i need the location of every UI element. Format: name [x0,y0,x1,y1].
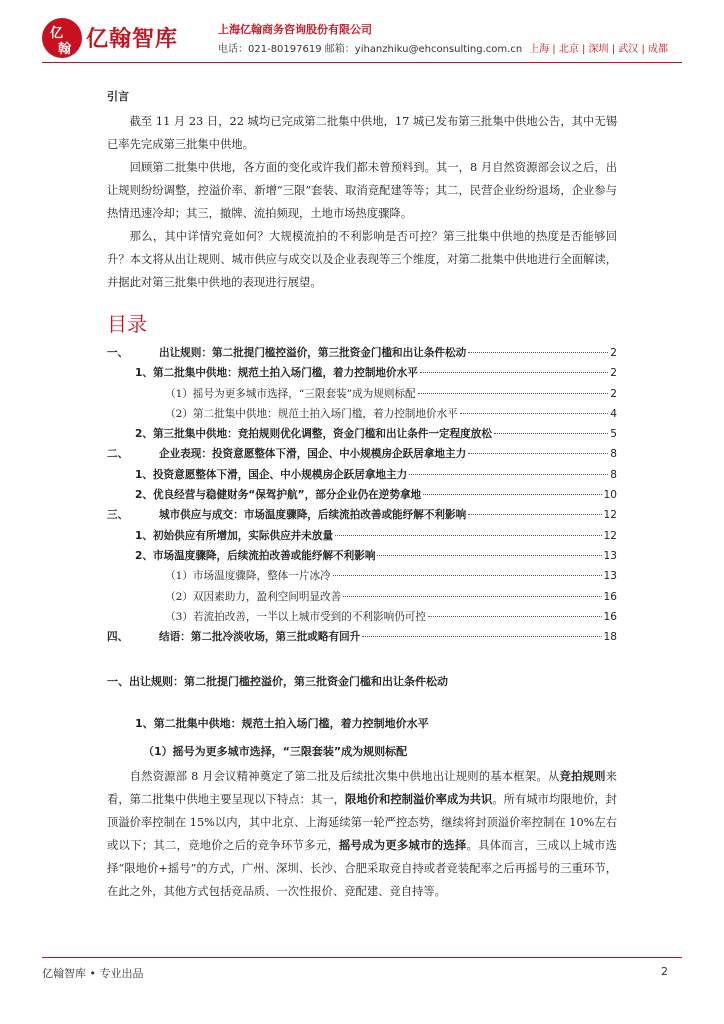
intro-paragraph-3: 那么，其中详情究竟如何？大规模流拍的不利影响是否可控？第三批集中供地的热度是否能够回升？本文将从出让规则、城市供应与成交以及企业表现等三个维度，对第二批集中供地进行全面解读，并据此对第三批集中供地的表现进行展望。 [107,230,617,289]
toc-entry-number: 一、 [107,347,129,359]
toc-entry[interactable] [107,467,617,487]
toc-entry-text: 1、第二批集中供地：规范土拍入场门槛，着力控制地价水平 [135,367,418,380]
toc-entry-page: 2 [610,347,617,359]
toc-entry-page: 10 [603,489,617,502]
footer-divider [42,957,682,958]
toc-entry[interactable] [107,345,617,365]
toc-leader-dots [468,352,608,353]
toc-entry-page: 5 [610,428,617,441]
toc-entry-text: 出让规则：第二批提门槛控溢价，第三批资金门槛和出让条件松动 [159,347,467,359]
toc-leader-dots [423,494,601,495]
toc-entry-page: 2 [610,367,617,380]
toc-entry-page: 18 [603,631,617,644]
text-run: 。所有城市均限地价，封顶溢价率控制在 15%以内，其中北京、上海延续第一轮严控态势，继续将封顶溢价率控制在 10%左右或以下；其二，竞地价之后的竞争环节多元， [107,793,617,853]
toc-entry-text: 1、初始供应有所增加，实际供应并未放量 [135,529,334,542]
toc-entry[interactable] [107,548,617,568]
toc-entry-text: 城市供应与成交：市场温度骤降，后续流拍改善或能纾解不利影响 [159,509,467,522]
toc-entry[interactable] [107,446,617,466]
toc-entry-text: 2、优良经营与稳健财务“保驾护航”，部分企业仍在逆势拿地 [135,489,422,502]
toc-entry[interactable] [107,589,617,609]
toc-entry-page: 8 [610,448,617,461]
toc-entry-text: 结语：第二批冷淡收场，第三批或略有回升 [159,631,361,644]
logo-mark-char-1: 亿 [50,26,64,41]
toc-entry-number: 四、 [107,631,129,644]
toc-leader-dots [468,453,608,454]
logo-mark [42,18,82,58]
toc-entry-page: 13 [603,549,617,562]
bold-run: 摇号成为更多城市的选择 [338,839,467,853]
logo-text: 亿翰智库 [86,27,179,52]
toc-entry[interactable] [107,629,617,649]
toc-leader-dots [468,514,601,515]
toc-leader-dots [418,393,609,394]
toc-entry-page: 2 [610,387,617,400]
text-run: 自然资源部 8 月会议精神奠定了第二批及后续批次集中供地出让规则的基本框架。从 [129,770,560,784]
intro-label: 引言 [107,90,129,103]
toc-entry-page: 13 [603,570,617,583]
toc-entry-text: 1、投资意愿整体下滑，国企、中小规模房企跃居拿地主力 [135,468,408,481]
toc-entry-text: 2、第三批集中供地：竞拍规则优化调整，资金门槛和出让条件一定程度放松 [135,428,492,441]
subsubsection-heading-1-1-1: （1）摇号为更多城市选择，“三限套装”成为规则标配 [143,745,408,759]
toc-entry[interactable] [107,426,617,446]
header-divider [42,62,682,63]
toc-entry-page: 12 [603,529,617,542]
intro-paragraph-1: 截至 11 月 23 日，22 城均已完成第二批集中供地，17 城已发布第三批集中供地公告，其中无锡已率先完成第三批集中供地。 [107,115,617,151]
footer-brand: 亿翰智库 • 专业出品 [42,967,144,980]
toc-entry-page: 16 [603,610,617,623]
toc-leader-dots [343,596,601,597]
toc-entry[interactable] [107,528,617,548]
toc-entry-page: 8 [610,468,617,481]
bold-run: 限地价和控制溢价率成为共识 [345,793,493,807]
page-header [0,0,724,70]
toc-entry[interactable] [107,568,617,588]
toc-entry-number: 三、 [107,509,129,522]
toc-leader-dots [362,636,601,637]
office-cities: 上海 | 北京 | 深圳 | 武汉 | 成都 [529,44,668,55]
toc-entry-text: 2、市场温度骤降，后续流拍改善或能纾解不利影响 [135,549,376,562]
toc-leader-dots [494,433,608,434]
toc-leader-dots [409,474,608,475]
toc-entry[interactable] [107,609,617,629]
intro-paragraph-2: 回顾第二批集中供地，各方面的变化或许我们都未曾预料到。其一，8 月自然资源部会议之后，出让规则纷纷调整，控溢价率、新增“三限”套装、取消竞配建等等；其二，民营企业纷纷退场，企业参与热情迅速冷却；其三，撤牌、流拍频现，土地市场热度骤降。 [107,161,617,220]
text-run: 来看，第二批集中供地主要呈现以下特点：其一， [107,770,617,807]
toc-entry[interactable] [107,487,617,507]
page-number: 2 [661,965,668,978]
toc-entry-page: 12 [603,509,617,522]
section1-paragraph-1 [107,765,617,903]
toc-entry-text: （2）第二批集中供地：规范土拍入场门槛，着力控制地价水平 [165,407,458,420]
table-of-contents [107,345,617,649]
toc-leader-dots [333,575,602,576]
toc-entry-page: 16 [603,590,617,603]
toc-leader-dots [335,535,601,536]
page-content [107,84,617,903]
text-run: 。具体而言，三成以上城市选择“限地价+摇号”的方式，广州、深圳、长沙、合肥采取竞自持或者竞装配率之后再摇号的三重环节，在此之外，其他方式包括竞品质、一次性报价、竞配建、竞自持等。 [107,839,617,899]
toc-entry-number: 二、 [107,448,129,461]
toc-leader-dots [428,616,602,617]
section-heading-1: 一、出让规则：第二批提门槛控溢价，第三批资金门槛和出让条件松动 [107,675,448,689]
company-name: 上海亿翰商务咨询股份有限公司 [218,23,372,36]
toc-leader-dots [460,413,608,414]
toc-entry[interactable] [107,507,617,527]
logo-mark-char-2: 翰 [58,42,72,57]
toc-entry-text: （1）摇号为更多城市选择，“三限套装”成为规则标配 [165,387,416,400]
toc-entry[interactable] [107,365,617,385]
toc-leader-dots [377,555,601,556]
toc-entry-text: （3）若流拍改善，一半以上城市受到的不利影响仍可控 [165,610,426,623]
subsection-heading-1-1: 1、第二批集中供地：规范土拍入场门槛，着力控制地价水平 [135,717,429,731]
bold-run: 竞拍规则 [559,770,606,784]
toc-entry[interactable] [107,386,617,406]
contact-info: 电话：021-80197619 邮箱：yihanzhiku@ehconsulting.com.cn [218,44,523,55]
toc-entry-text: （1）市场温度骤降，整体一片冰冷 [165,570,331,583]
toc-title: 目录 [107,312,147,336]
toc-entry-text: （2）双因素助力，盈利空间明显改善 [165,590,342,603]
toc-entry-text: 企业表现：投资意愿整体下滑，国企、中小规模房企跃居拿地主力 [159,448,467,461]
toc-entry[interactable] [107,406,617,426]
toc-leader-dots [420,372,608,373]
toc-entry-page: 4 [610,407,617,420]
